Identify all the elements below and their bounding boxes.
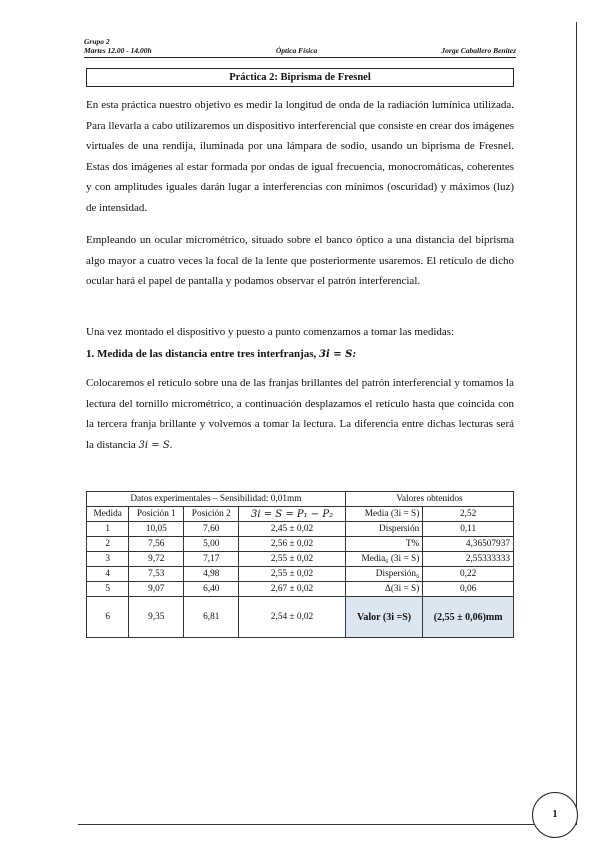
table-cell: 2,67 ± 0,02 — [239, 582, 346, 597]
table-cell: 3 — [87, 552, 129, 567]
page-title: Práctica 2: Biprisma de Fresnel — [86, 68, 514, 87]
paragraph-procedure-text: Colocaremos el retículo sobre una de las franjas brillantes del patrón interferencial y tomamos la lectura del tornillo micrométrico, a continuación desplazamos el retículo hasta que coincida con la tercera franja brillante y volvemos a tomar la lectura. La diferencia entre dichas lecturas será la distancia — [86, 377, 514, 451]
table-row — [87, 582, 514, 597]
table-cell: 2,56 ± 0,02 — [239, 537, 346, 552]
page-header — [84, 37, 516, 55]
paragraph-setup: Una vez montado el dispositivo y puesto a punto comenzamos a tomar las medidas: — [86, 326, 455, 338]
table-row — [87, 522, 514, 537]
result-value: 0,11 — [423, 522, 514, 537]
table-cell: 2,55 ± 0,02 — [239, 552, 346, 567]
col-header: Medida — [87, 507, 129, 522]
table-cell: 2 — [87, 537, 129, 552]
table-row — [87, 552, 514, 567]
col-header: Posición 2 — [184, 507, 239, 522]
result-value: 0,22 — [423, 567, 514, 582]
paragraph-ocular: Empleando un ocular micrométrico, situado sobre el banco óptico a una distancia del biprisma algo mayor a cuatro veces la focal de la lente que posteriormente usaremos. El retículo de dicho ocular hará el papel de pantalla y podamos observar el patrón interferencial. — [86, 234, 514, 288]
table-cell: 4,98 — [184, 567, 239, 582]
final-value: (2,55 ± 0,06)mm — [423, 597, 514, 638]
table-cell: 2,45 ± 0,02 — [239, 522, 346, 537]
table-cell: 9,35 — [129, 597, 184, 638]
table-cell: 7,60 — [184, 522, 239, 537]
section-heading — [86, 348, 356, 360]
exp-header: Datos experimentales – Sensibilidad: 0,01mm — [87, 492, 346, 507]
final-label: Valor (3i =S) — [345, 597, 422, 638]
result-label: Media (3i = S) — [345, 507, 422, 522]
result-label: Dispersión₆ — [345, 567, 422, 582]
result-label: Media₆ (3i = S) — [345, 552, 422, 567]
result-label: Δ(3i = S) — [345, 582, 422, 597]
result-label: Dispersión — [345, 522, 422, 537]
header-group: Grupo 2 — [84, 37, 110, 46]
page-number: 1 — [532, 792, 578, 838]
table-cell: 7,53 — [129, 567, 184, 582]
results-header: Valores obtenidos — [345, 492, 513, 507]
table-row — [87, 537, 514, 552]
section-heading-math: 3i = S: — [319, 349, 357, 360]
result-value: 4,36507937 — [423, 537, 514, 552]
result-value: 2,55333333 — [423, 552, 514, 567]
table-cell: 7,56 — [129, 537, 184, 552]
header-schedule: Martes 12.00 - 14.00h — [84, 46, 152, 55]
table-cell: 2,54 ± 0,02 — [239, 597, 346, 638]
table-cell: 4 — [87, 567, 129, 582]
data-table — [86, 491, 514, 638]
table-cell: 5 — [87, 582, 129, 597]
paragraph-procedure-math: 3i = S. — [138, 439, 173, 451]
table-row — [87, 567, 514, 582]
col-header: Posición 1 — [129, 507, 184, 522]
paragraph-intro: En esta práctica nuestro objetivo es medir la longitud de onda de la radiación lumínica utilizada. Para llevarla a cabo utilizaremos un dispositivo interferencial que consiste en crear dos imágenes virtuales de una rendija, iluminada por una lámpara de sodio, usando un biprisma de Fresnel. Estas dos imágenes al estar formada por ondas de igual frecuencia, monocromáticas, coherentes y con amplitudes iguales darán lugar a interferencias con mínimos (oscuridad) y máximos (luz) de intensidad. — [86, 99, 514, 214]
table-cell: 6 — [87, 597, 129, 638]
table-cell: 10,05 — [129, 522, 184, 537]
table-cell: 5,00 — [184, 537, 239, 552]
result-value: 2,52 — [423, 507, 514, 522]
table-cell: 2,55 ± 0,02 — [239, 567, 346, 582]
header-subject: Óptica Física — [275, 46, 318, 55]
col-header: 3i = S = P₁ − P₂ — [239, 507, 346, 522]
result-label: T% — [345, 537, 422, 552]
table-cell: 6,81 — [184, 597, 239, 638]
table-cell: 1 — [87, 522, 129, 537]
result-value: 0,06 — [423, 582, 514, 597]
table-cell: 6,40 — [184, 582, 239, 597]
section-heading-text: 1. Medida de las distancia entre tres interfranjas, — [86, 348, 317, 360]
table-cell: 9,07 — [129, 582, 184, 597]
paragraph-procedure — [86, 373, 514, 456]
table-cell: 9,72 — [129, 552, 184, 567]
table-row — [87, 597, 514, 638]
header-author: Jorge Caballero Benítez — [441, 46, 516, 55]
table-cell: 7,17 — [184, 552, 239, 567]
header-divider — [84, 57, 516, 58]
